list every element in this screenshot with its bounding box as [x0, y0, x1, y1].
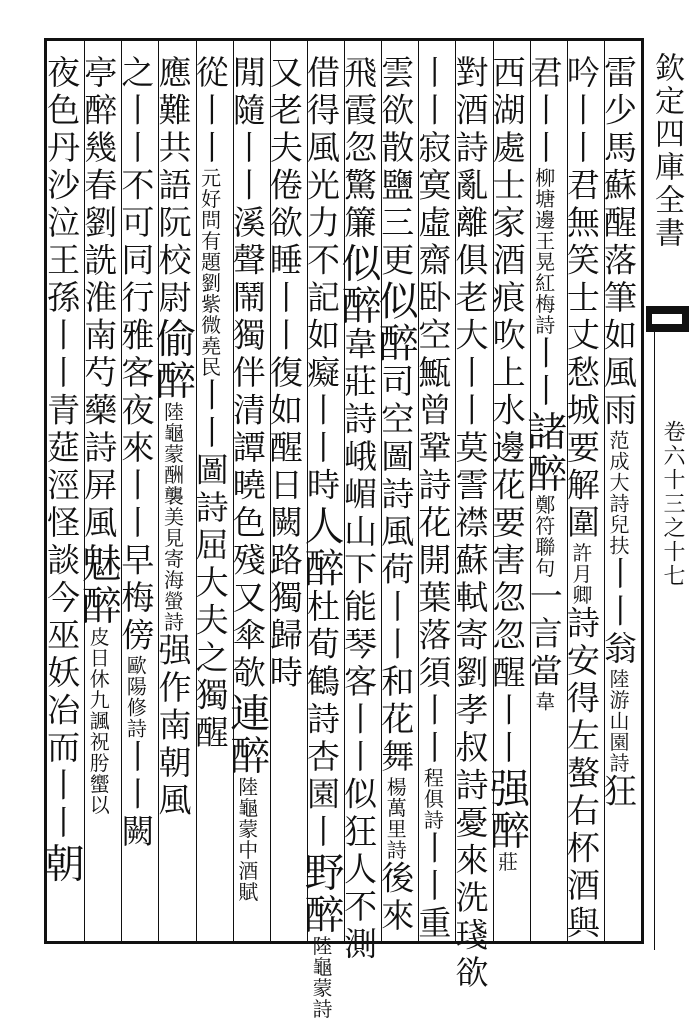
text-column	[116, 55, 157, 935]
text-column	[561, 55, 603, 943]
text-column	[335, 55, 382, 964]
text-column	[520, 55, 567, 935]
body-text: 從丨丨	[190, 55, 230, 168]
body-text: 雲欲散鹽三更	[376, 55, 416, 280]
body-text: 丨丨寂寞虛齋卧空甒曾鞏詩花開葉落須丨丨	[413, 55, 453, 768]
body-text: 狂	[599, 773, 638, 811]
annotation-text: 許月卿	[568, 542, 593, 606]
column-rule	[158, 41, 159, 941]
text-column	[264, 55, 306, 935]
body-text: 一言當	[524, 578, 564, 691]
text-frame	[38, 38, 644, 1020]
body-text: 借得風光力不記如癡丨丨時	[302, 55, 341, 505]
headword: 强醉	[483, 767, 530, 852]
headword: 偷醉	[149, 317, 196, 402]
column-rule	[344, 41, 345, 941]
annotation-text: 陸游山園詩	[606, 668, 630, 774]
headword: 魅醉	[75, 542, 122, 627]
body-text: 又老夫倦欲睡丨丨復如醒	[264, 55, 304, 468]
headword: 連醉	[223, 692, 270, 777]
annotation-text: 皮日休九諷祝肹蠁以	[86, 626, 111, 816]
annotation-text: 楊萬里詩	[383, 776, 408, 861]
body-text: 丨丨重	[413, 830, 453, 943]
annotation-text: 莊	[494, 851, 519, 873]
body-text: 對酒詩亂離俱老大丨丨莫	[450, 55, 490, 468]
body-text: 閒隨丨丨溪聲鬧獨伴清譚曉色殘又傘欹	[227, 55, 267, 693]
column-rule	[196, 41, 197, 941]
body-text: 君丨丨	[524, 55, 564, 168]
headword: 醉	[520, 452, 567, 495]
body-text: 要害忽忽醒丨丨	[487, 505, 527, 768]
body-text: 雷少馬蘇醒落筆如風雨	[599, 55, 638, 430]
annotation-text: 鄭符聯句	[531, 494, 556, 579]
headword: 似醉	[372, 280, 419, 364]
column-rule	[381, 41, 382, 941]
body-text: 西湖處士家酒痕吹上水邊花	[487, 55, 527, 505]
body-text: 屈大夫之獨醒	[190, 527, 230, 753]
column-rule	[455, 41, 456, 941]
fish-tail-mark	[646, 306, 689, 332]
headword: 野醉	[298, 851, 344, 936]
body-text: 丨丨	[524, 335, 564, 411]
text-column	[372, 55, 419, 936]
text-column	[38, 55, 85, 935]
body-text: 應難共語阮校尉	[153, 55, 193, 318]
annotation-text: 歐陽修詩	[123, 655, 148, 739]
text-column	[599, 55, 640, 935]
column-rule	[307, 41, 308, 941]
headword: 朝	[38, 842, 85, 885]
body-text: 丨丨翁	[599, 556, 638, 669]
body-text: 飛霞忽驚簾	[339, 55, 379, 243]
column-rule	[84, 41, 85, 941]
annotation-text: 柳塘邊王晃紅梅詩	[531, 167, 556, 336]
body-text: 日闕路獨歸時	[264, 467, 304, 693]
column-rule	[567, 41, 568, 941]
body-text: 杜荀鶴詩杏園丨	[302, 589, 341, 852]
body-text: 詩安得左螯右杯酒與	[561, 605, 601, 943]
text-column	[298, 55, 344, 1020]
headword: 諸	[520, 410, 567, 453]
text-column	[190, 55, 232, 935]
column-rule	[530, 41, 531, 941]
annotation-text: 陸龜蒙中酒賦	[234, 776, 259, 903]
body-text: 怪談今巫妖冶而丨丨	[42, 505, 82, 843]
column-rule	[233, 41, 234, 941]
text-column	[413, 55, 454, 943]
text-column	[149, 55, 196, 935]
annotation-text: 陸龜蒙詩	[309, 935, 333, 1020]
text-column	[450, 55, 491, 993]
body-text: 夜色丹沙泣王孫丨丨青莚涇	[42, 55, 82, 505]
annotation-text: 范成大詩兒扶	[606, 430, 630, 556]
body-text: 後來	[376, 860, 416, 936]
body-text: 吟丨丨君無笑士丈愁城要解圍	[561, 55, 601, 543]
text-column	[483, 55, 530, 935]
body-text: 丨丨圖詩	[190, 377, 230, 528]
headword: 似醉	[335, 242, 382, 327]
body-text: 强作南朝風	[153, 632, 193, 820]
book-title: 欽定四庫全書	[649, 52, 684, 250]
column-rule	[270, 41, 271, 941]
body-text: 司空圖詩風荷丨丨和花舞	[376, 364, 416, 777]
body-text: 雅客夜來丨丨早梅傍	[116, 317, 156, 655]
column-rule	[604, 41, 605, 941]
text-column	[75, 55, 122, 935]
column-rule	[493, 41, 494, 941]
annotation-text: 程俱詩	[420, 767, 445, 831]
juan-label: 卷六十三之十七	[660, 420, 685, 588]
annotation-text: 韋	[531, 691, 556, 712]
column-rule	[418, 41, 419, 941]
body-text: 丨丨闕	[116, 739, 156, 852]
headword: 人醉	[298, 505, 344, 589]
body-text: 亭醉幾春劉詵淮南芍藥詩屏風	[79, 55, 119, 543]
body-text: 之丨丨不可同行	[116, 55, 156, 318]
body-text: 霅襟蘇軾寄劉孝叔詩憂來洗琖欲	[450, 467, 490, 993]
annotation-text: 元好問有題劉紫微堯民	[197, 167, 222, 378]
annotation-text: 陸龜蒙酬襲美見寄海螢詩	[160, 401, 185, 633]
column-rule	[121, 41, 122, 941]
text-column	[223, 55, 270, 935]
body-text: 韋莊詩峨嵋山下能琴客丨丨似狂人不測	[339, 326, 379, 964]
